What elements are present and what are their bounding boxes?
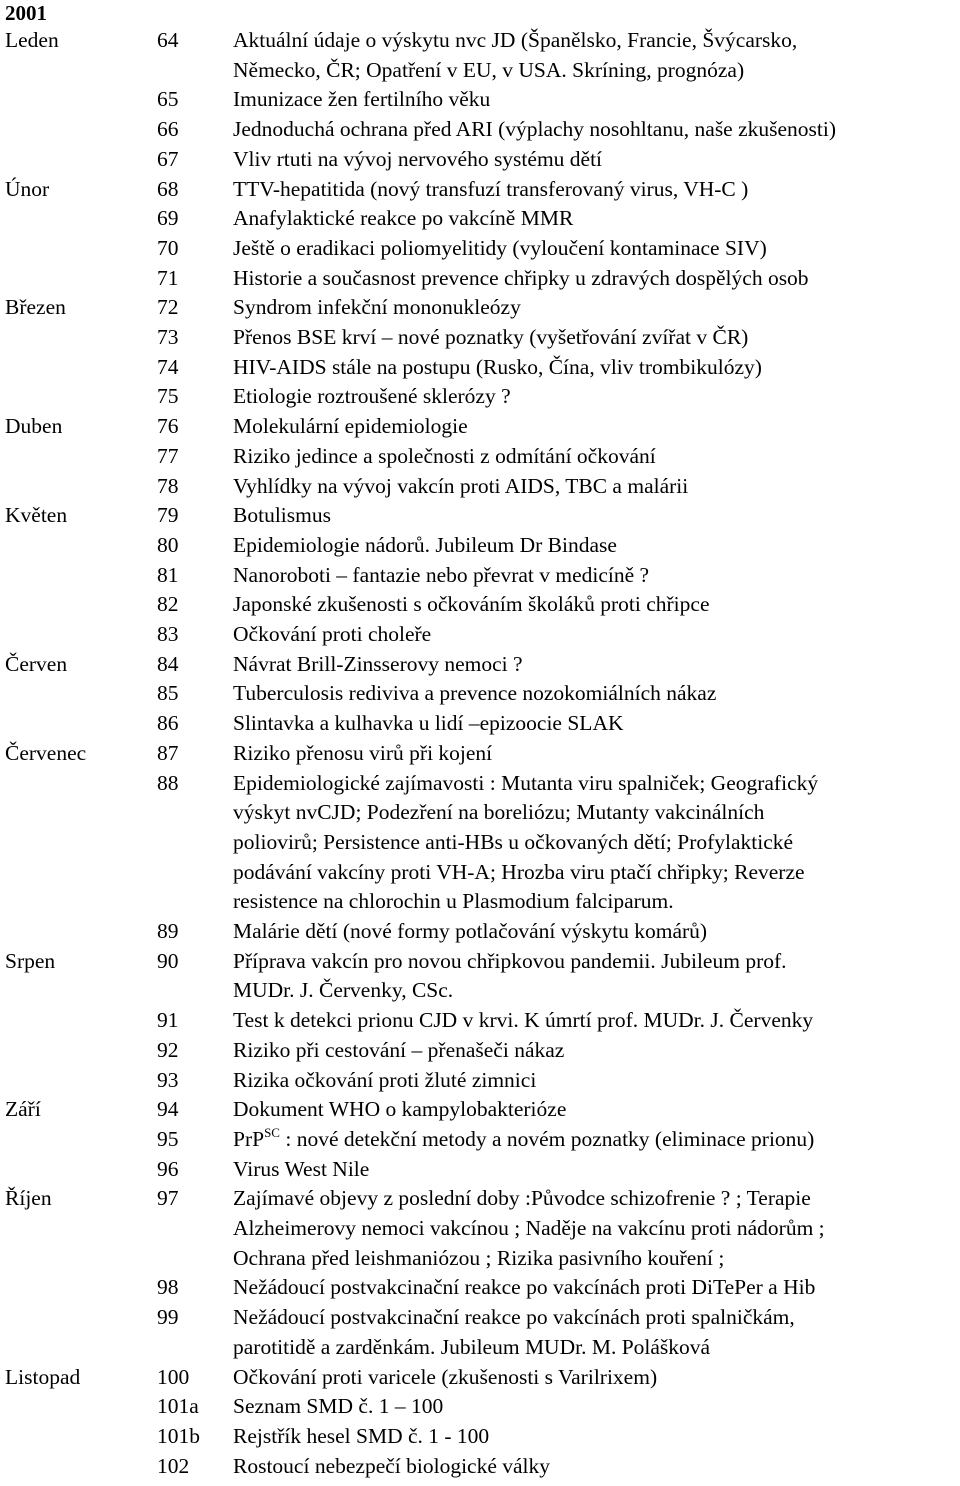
title-line: Rizika očkování proti žluté zimnici: [233, 1067, 537, 1092]
issue-number: 91: [157, 1008, 179, 1033]
title-line: [233, 1125, 955, 1155]
issue-number: 93: [157, 1067, 179, 1092]
title-text: : nové detekční metody a novém poznatky (eliminace prionu): [279, 1126, 815, 1151]
title-line: Test k detekci prionu CJD v krvi. K úmrtí prof. MUDr. J. Červenky: [233, 1008, 814, 1033]
issue-number: 96: [157, 1156, 179, 1181]
issue-title: [233, 175, 955, 205]
title-line: poliovirů; Persistence anti-HBs u očkovaných dětí; Profylaktické: [233, 829, 794, 854]
title-line: Virus West Nile: [233, 1156, 370, 1181]
issue-number: 77: [157, 443, 179, 468]
title-line: Epidemiologické zajímavosti : Mutanta viru spalniček; Geografický: [233, 770, 819, 795]
title-line: Dokument WHO o kampylobakterióze: [233, 1097, 567, 1122]
issue-title: [233, 1036, 955, 1066]
title-line: Botulismus: [233, 503, 331, 528]
issue-number: 80: [157, 532, 179, 557]
issue-number: 86: [157, 711, 179, 736]
issue-title: [233, 293, 955, 323]
title-line: resistence na chlorochin u Plasmodium falciparum.: [233, 889, 674, 914]
issue-number: 88: [157, 770, 179, 795]
issue-number: 67: [157, 146, 179, 171]
title-line: Tuberculosis rediviva a prevence nozokomiálních nákaz: [233, 681, 717, 706]
issue-title: [233, 709, 955, 739]
issue-number: 97: [157, 1186, 179, 1211]
title-line: Slintavka a kulhavka u lidí –epizoocie SLAK: [233, 711, 624, 736]
month-label: Duben: [5, 414, 63, 439]
title-line: Návrat Brill-Zinsserovy nemoci ?: [233, 651, 523, 676]
title-line: výskyt nvCJD; Podezření na boreliózu; Mutanty vakcinálních: [233, 800, 765, 825]
month-label: Říjen: [5, 1186, 52, 1211]
issue-title: [233, 561, 955, 591]
title-line: Nežádoucí postvakcinační reakce po vakcínách proti DiTePer a Hib: [233, 1275, 816, 1300]
title-line: Vyhlídky na vývoj vakcín proti AIDS, TBC a malárii: [233, 473, 689, 498]
title-line: HIV-AIDS stále na postupu (Rusko, Čína, vliv trombikulózy): [233, 354, 762, 379]
issue-number: 87: [157, 740, 179, 765]
issue-number: 101a: [157, 1394, 199, 1419]
issue-title: [233, 947, 955, 1006]
issue-title: [233, 1095, 955, 1125]
issue-number: 92: [157, 1037, 179, 1062]
issue-title: [233, 1422, 955, 1452]
title-line: Imunizace žen fertilního věku: [233, 87, 491, 112]
issue-number: 85: [157, 681, 179, 706]
title-line: MUDr. J. Červenky, CSc.: [233, 978, 454, 1003]
issue-number: 73: [157, 325, 179, 349]
month-label: Červen: [5, 651, 68, 676]
month-label: Únor: [5, 176, 50, 201]
issue-title: [233, 1392, 955, 1422]
issue-number: 84: [157, 651, 179, 676]
issue-number: 64: [157, 28, 179, 52]
issue-number: 79: [157, 503, 179, 528]
issue-title: [233, 1363, 955, 1393]
title-text: PrP: [233, 1126, 265, 1151]
month-label: Červenec: [5, 740, 87, 765]
issue-title: [233, 145, 955, 175]
title-line: Malárie dětí (nové formy potlačování výskytu komárů): [233, 919, 708, 943]
issue-title: [233, 234, 955, 264]
title-line: Riziko jedince a společnosti z odmítání očkování: [233, 443, 656, 468]
issue-title: [233, 1273, 955, 1303]
month-label: Leden: [5, 28, 59, 52]
issue-number: 68: [157, 176, 179, 201]
year-heading: 2001: [5, 1, 47, 25]
issue-number: 76: [157, 414, 179, 439]
issue-title: [233, 739, 955, 769]
title-line: Nežádoucí postvakcinační reakce po vakcínách proti spalničkám,: [233, 1305, 795, 1330]
issue-title: [233, 1066, 955, 1096]
issue-title: [233, 323, 955, 353]
issue-number: 65: [157, 87, 179, 112]
issue-number: 82: [157, 592, 179, 617]
issue-number: 98: [157, 1275, 179, 1300]
issue-number: 78: [157, 473, 179, 498]
title-line: parotitidě a zarděnkám. Jubileum MUDr. M. Polášková: [233, 1334, 711, 1359]
issue-number: 99: [157, 1305, 179, 1330]
issue-number: 90: [157, 948, 179, 973]
issue-number: 72: [157, 295, 179, 320]
title-line: Riziko při cestování – přenašeči nákaz: [233, 1037, 565, 1062]
month-label: Květen: [5, 503, 68, 528]
issue-title: [233, 85, 955, 115]
issue-title: [233, 1155, 955, 1185]
issue-number: 66: [157, 117, 179, 142]
title-line: Ochrana před leishmaniózou ; Rizika pasivního kouření ;: [233, 1245, 725, 1270]
title-line: Přenos BSE krví – nové poznatky (vyšetřování zvířat v ČR): [233, 325, 749, 349]
title-line: Riziko přenosu virů při kojení: [233, 740, 493, 765]
title-line: Anafylaktické reakce po vakcíně MMR: [233, 206, 574, 231]
title-line: Japonské zkušenosti s očkováním školáků proti chřipce: [233, 592, 710, 617]
issue-number: 102: [157, 1453, 190, 1478]
issue-title: [233, 1184, 955, 1273]
issue-title: [233, 353, 955, 383]
issue-title: [233, 917, 955, 947]
issue-title: [233, 1125, 955, 1155]
title-line: Očkování proti choleře: [233, 622, 432, 646]
title-line: Rejstřík hesel SMD č. 1 - 100: [233, 1423, 490, 1448]
issue-number: 83: [157, 622, 179, 646]
month-label: Březen: [5, 295, 66, 320]
title-line: Rostoucí nebezpečí biologické války: [233, 1453, 551, 1478]
title-line: Příprava vakcín pro novou chřipkovou pandemii. Jubileum prof.: [233, 948, 787, 973]
title-line: Epidemiologie nádorů. Jubileum Dr Bindase: [233, 532, 617, 557]
issue-title: [233, 412, 955, 442]
issue-number: 75: [157, 384, 179, 409]
issue-title: [233, 531, 955, 561]
issue-title: [233, 620, 955, 650]
title-line: podávání vakcíny proti VH-A; Hrozba viru ptačí chřipky; Reverze: [233, 859, 805, 884]
title-line: Ještě o eradikaci poliomyelitidy (vyloučení kontaminace SIV): [233, 235, 767, 260]
issue-title: [233, 1303, 955, 1362]
title-line: Molekulární epidemiologie: [233, 414, 468, 439]
month-label: Září: [5, 1097, 41, 1122]
title-line: Syndrom infekční mononukleózy: [233, 295, 521, 320]
title-line: TTV-hepatitida (nový transfuzí transferovaný virus, VH-C ): [233, 176, 749, 201]
title-line: Vliv rtuti na vývoj nervového systému dětí: [233, 146, 603, 171]
issue-title: [233, 382, 955, 412]
title-line: Zajímavé objevy z poslední doby :Původce schizofrenie ? ; Terapie: [233, 1186, 811, 1211]
issue-number: 100: [157, 1364, 190, 1389]
issue-title: [233, 115, 955, 145]
issue-title: [233, 26, 955, 85]
month-label: Listopad: [5, 1364, 81, 1389]
issue-number: 74: [157, 354, 179, 379]
title-line: Německo, ČR; Opatření v EU, v USA. Skríning, prognóza): [233, 57, 745, 82]
month-label: Srpen: [5, 948, 56, 973]
issue-number: 69: [157, 206, 179, 231]
title-line: Jednoduchá ochrana před ARI (výplachy nosohltanu, naše zkušenosti): [233, 117, 837, 142]
issue-title: [233, 501, 955, 531]
title-line: Etiologie roztroušené sklerózy ?: [233, 384, 511, 409]
issue-title: [233, 264, 955, 294]
issue-number: 101b: [157, 1423, 200, 1448]
issue-title: [233, 442, 955, 472]
title-line: Seznam SMD č. 1 – 100: [233, 1394, 444, 1419]
issue-title: [233, 204, 955, 234]
issue-title: [233, 769, 955, 918]
issue-title: [233, 1006, 955, 1036]
title-line: Aktuální údaje o výskytu nvc JD (Španělsko, Francie, Švýcarsko,: [233, 28, 798, 52]
issue-title: [233, 1452, 955, 1482]
superscript: SC: [264, 1124, 280, 1140]
issue-number: 81: [157, 562, 179, 587]
issue-title: [233, 650, 955, 680]
issue-title: [233, 472, 955, 502]
issue-number: 70: [157, 235, 179, 260]
issue-title: [233, 590, 955, 620]
title-line: Historie a současnost prevence chřipky u zdravých dospělých osob: [233, 265, 809, 290]
issue-number: 95: [157, 1126, 179, 1151]
issue-number: 89: [157, 919, 179, 943]
issue-title: [233, 679, 955, 709]
title-line: Očkování proti varicele (zkušenosti s Varilrixem): [233, 1364, 658, 1389]
issue-number: 94: [157, 1097, 179, 1122]
title-line: Alzheimerovy nemoci vakcínou ; Naděje na vakcínu proti nádorům ;: [233, 1216, 825, 1240]
issue-number: 71: [157, 265, 179, 290]
title-line: Nanoroboti – fantazie nebo převrat v medicíně ?: [233, 562, 650, 587]
